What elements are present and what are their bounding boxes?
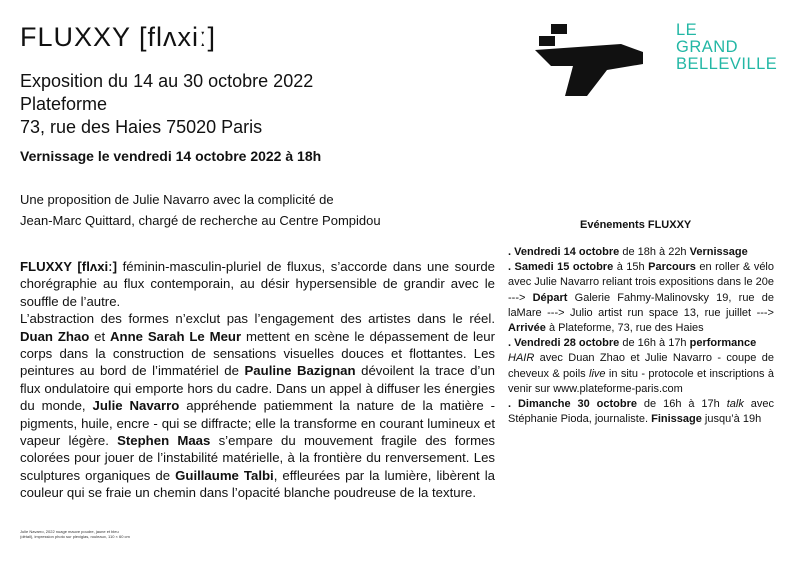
- exhibition-info: [20, 70, 313, 139]
- brand-name: FLUXXY [flʌxiː]: [20, 259, 117, 274]
- main-text: [20, 258, 495, 502]
- plateforme-logo: [525, 24, 645, 102]
- exhibition-dates: Exposition du 14 au 30 octobre 2022: [20, 71, 314, 91]
- proposal-block: [20, 189, 381, 231]
- artist-name: Pauline Bazignan: [244, 363, 356, 379]
- page-title: FLUXXY [flʌxiː]: [20, 22, 217, 52]
- curator-name: Julie Navarro: [132, 192, 210, 207]
- events-list: [508, 245, 774, 427]
- artist-name: Guillaume Talbi: [175, 467, 274, 483]
- vernissage-line: Vernissage le vendredi 14 octobre 2022 à 18h: [20, 148, 322, 164]
- artist-name: Anne Sarah Le Meur: [110, 328, 242, 344]
- artist-name: Duan Zhao: [20, 328, 90, 344]
- proposal-text: Une proposition de: [20, 192, 133, 207]
- venue-name: Plateforme: [20, 94, 108, 114]
- le-grand-belleville-logo: LE GRAND BELLEVILLE: [676, 21, 778, 73]
- artists-paragraph: L’abstraction des formes n’exclut pas l’engagement des artistes dans le réel. Duan Zhao et Anne Sarah Le Meur mettent en scène le dépassement de leur corps dans la construction de sensations visuelles douces et flottantes. Les peintures au bord de l’immatériel de Pauline Bazignan dévoilent la trace d’un flux ondulatoire qui emporte hors du cadre. Dans un appel à diffuser les énergies du monde, Julie Navarro appréhende patiemment la nature de la matière - pigments, huile, encre - qui se diffracte; elle la transforme en courant lumineux et vapeur légère. Stephen Maas s’empare du mouvement fragile des formes colorées pour jouer de l’instabilité matérielle, à la frontière du renversement. Les sculptures organiques de Guillaume Talbi, effleurées par la lumière, libèrent la couleur qui se fraie un chemin dans l’opacité blanche poudreuse de la texture.: [20, 311, 496, 501]
- events-heading: Evénements FLUXXY: [580, 219, 692, 231]
- event-item: . Vendredi 14 octobre de 18h à 22h Vernissage: [508, 246, 748, 258]
- collaborator-role: , chargé de recherche au Centre Pompidou: [131, 213, 381, 228]
- proposal-text-end: avec la complicité de: [209, 192, 334, 207]
- artist-name: Julie Navarro: [92, 398, 180, 414]
- venue-address: 73, rue des Haies 75020 Paris: [20, 117, 263, 137]
- collaborator-name: Jean-Marc Quittard: [20, 213, 132, 228]
- event-item: . Dimanche 30 octobre de 16h à 17h talk avec Stéphanie Pioda, journaliste. Finissage jusqu’à 19h: [508, 398, 775, 426]
- event-item: . Vendredi 28 octobre de 16h à 17h performance HAIR avec Duan Zhao et Julie Navarro - coupe de cheveux & poils live in situ - protocole et inscriptions à venir sur www.plateforme-paris.com: [508, 337, 774, 395]
- image-caption: Julie Navarro, 2022 nuage mauve poudre, jaune et bleu (détail), impression photo sur plexiglas, rouleaux, 110 × 60 cm: [20, 529, 130, 539]
- event-item: . Samedi 15 octobre à 15h Parcours en roller & vélo avec Julie Navarro reliant trois expositions dans le 20e ---> Départ Galerie Fahmy-Malinovsky 19, rue de laMare ---> Julio artist run space 13, rue juillet ---> Arrivée à Plateforme, 73, rue des Haies: [508, 261, 774, 335]
- artist-name: Stephen Maas: [117, 433, 211, 449]
- intro-paragraph: FLUXXY [flʌxiː] féminin-masculin-pluriel de fluxus, s’accorde dans une sourde chorégraphie au flux contemporain, au désir hypersensible de grandir avec le souffle de l’autre.: [20, 259, 496, 309]
